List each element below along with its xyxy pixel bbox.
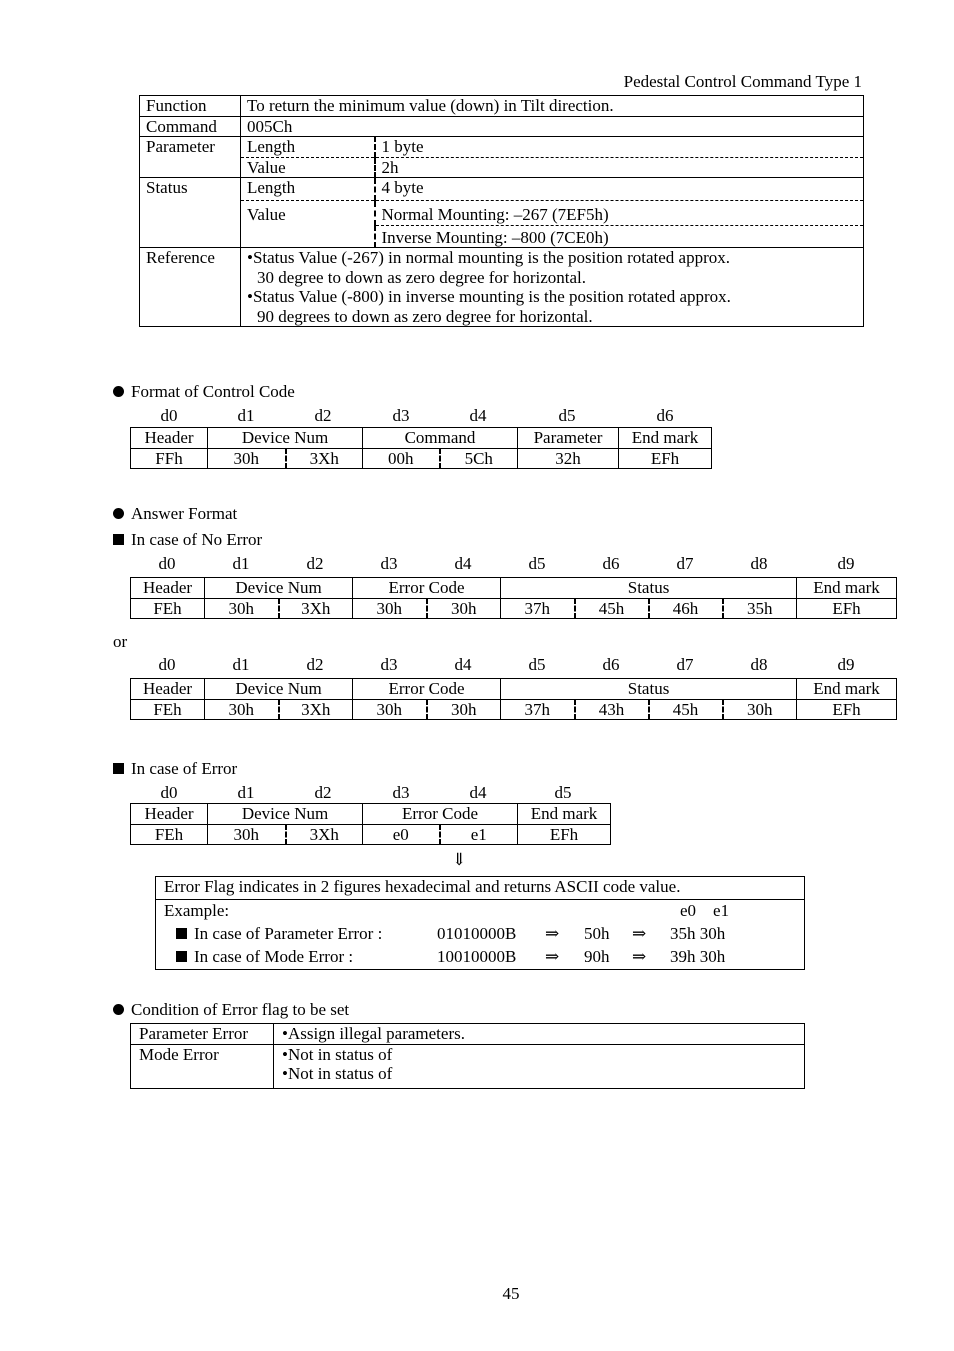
answer-table-1 xyxy=(130,577,897,619)
value-cell: EFh xyxy=(797,699,897,720)
d-label: d4 xyxy=(469,783,487,802)
param-value-label: Value xyxy=(241,157,375,178)
value-cell: EFh xyxy=(518,824,611,845)
example-label: Example: xyxy=(164,901,230,920)
status-value-label: Value xyxy=(241,201,375,248)
d-label: d0 xyxy=(158,554,176,573)
value-cell: 30h xyxy=(208,448,286,469)
header-cell: Status xyxy=(501,578,797,599)
value-cell: 30h xyxy=(353,598,427,619)
condition-line: •Not in status of xyxy=(282,1044,393,1064)
value-cell: 37h xyxy=(501,598,575,619)
header-cell: Status xyxy=(501,679,797,700)
or-text: or xyxy=(113,632,128,651)
value-cell: FEh xyxy=(131,699,205,720)
d-label: d4 xyxy=(454,554,472,573)
command-text: 005Ch xyxy=(241,116,864,137)
value-cell: 35h xyxy=(723,598,797,619)
page-header-title: Pedestal Control Command Type 1 xyxy=(623,72,862,91)
d-label: d1 xyxy=(237,783,255,802)
header-cell: Header xyxy=(131,578,205,599)
example-ascii: 35h 30h xyxy=(670,924,726,943)
d-label: d3 xyxy=(392,406,410,425)
header-cell: Error Code xyxy=(353,679,501,700)
value-cell: 30h xyxy=(208,824,286,845)
right-arrow-icon: ⇒ xyxy=(545,924,560,943)
example-binary: 01010000B xyxy=(437,924,517,943)
value-cell: 00h xyxy=(363,448,440,469)
value-cell: 37h xyxy=(501,699,575,720)
d-label: d8 xyxy=(750,655,768,674)
answer-format-title: Answer Format xyxy=(113,504,237,524)
d-label: d5 xyxy=(528,655,546,674)
square-bullet-icon xyxy=(113,534,124,545)
value-cell: 30h xyxy=(205,699,279,720)
d-label: d7 xyxy=(676,554,694,573)
square-bullet-icon xyxy=(176,951,187,962)
d-label: d3 xyxy=(380,554,398,573)
d-label: d2 xyxy=(306,554,324,573)
value-cell: 32h xyxy=(518,448,619,469)
d-label: d0 xyxy=(160,783,178,802)
reference-line: •Status Value (-267) in normal mounting is the position rotated approx. xyxy=(247,248,730,268)
value-cell: 46h xyxy=(649,598,723,619)
control-code-title: Format of Control Code xyxy=(113,382,295,402)
example-hex: 50h xyxy=(584,924,610,943)
reference-label: Reference xyxy=(140,248,241,327)
d-label: d6 xyxy=(602,655,620,674)
d-label: d7 xyxy=(676,655,694,674)
value-cell: 30h xyxy=(205,598,279,619)
header-cell: End mark xyxy=(797,679,897,700)
d-label: d4 xyxy=(454,655,472,674)
function-label: Function xyxy=(140,96,241,117)
d-label: d3 xyxy=(380,655,398,674)
d-label: d8 xyxy=(750,554,768,573)
command-label: Command xyxy=(140,116,241,137)
value-cell: e0 xyxy=(363,824,440,845)
d-label: d1 xyxy=(232,655,250,674)
d-label: d1 xyxy=(237,406,255,425)
value-cell: 45h xyxy=(575,598,649,619)
value-cell: 43h xyxy=(575,699,649,720)
d-label: d6 xyxy=(602,554,620,573)
value-cell: 3Xh xyxy=(286,448,363,469)
reference-line: •Status Value (-800) in inverse mounting is the position rotated approx. xyxy=(247,287,731,307)
function-text: To return the minimum value (down) in Tilt direction. xyxy=(241,96,864,117)
header-cell: Device Num xyxy=(205,679,353,700)
d-label: d9 xyxy=(837,554,855,573)
header-cell: End mark xyxy=(518,804,611,825)
d-label: d2 xyxy=(314,783,332,802)
d-label: d0 xyxy=(160,406,178,425)
header-cell: Parameter xyxy=(518,428,619,449)
value-cell: EFh xyxy=(619,448,712,469)
param-length: 1 byte xyxy=(375,137,864,158)
condition-title: Condition of Error flag to be set xyxy=(113,1000,349,1020)
status-value-inverse: Inverse Mounting: –800 (7CE0h) xyxy=(375,225,864,248)
value-cell: 30h xyxy=(427,598,501,619)
square-bullet-icon xyxy=(176,928,187,939)
bullet-icon xyxy=(113,1004,124,1015)
condition-label: Parameter Error xyxy=(131,1024,274,1045)
bullet-icon xyxy=(113,508,124,519)
header-cell: Header xyxy=(131,679,205,700)
spec-table xyxy=(139,95,864,327)
example-hex: 90h xyxy=(584,947,610,966)
header-cell: Device Num xyxy=(208,804,363,825)
down-arrow-icon: ⇓ xyxy=(452,850,467,869)
example-ascii: 39h 30h xyxy=(670,947,726,966)
example-row: In case of Parameter Error : xyxy=(176,924,382,944)
header-cell: End mark xyxy=(619,428,712,449)
param-length-label: Length xyxy=(241,137,375,158)
reference-text xyxy=(241,248,864,327)
error-flag-text: Error Flag indicates in 2 figures hexadecimal and returns ASCII code value. xyxy=(156,877,804,900)
d-label: d5 xyxy=(554,783,572,802)
right-arrow-icon: ⇒ xyxy=(545,947,560,966)
status-length-label: Length xyxy=(241,178,375,201)
value-cell: FEh xyxy=(131,598,205,619)
d-label: d4 xyxy=(469,406,487,425)
page-number: 45 xyxy=(502,1284,520,1303)
status-length: 4 byte xyxy=(375,178,864,201)
condition-table xyxy=(130,1023,805,1089)
square-bullet-icon xyxy=(113,763,124,774)
answer-table-2 xyxy=(130,678,897,720)
error-flag-box xyxy=(155,876,805,970)
header-cell: End mark xyxy=(797,578,897,599)
value-cell: 30h xyxy=(353,699,427,720)
header-cell: Command xyxy=(363,428,518,449)
value-cell: 3Xh xyxy=(279,598,353,619)
value-cell: 5Ch xyxy=(440,448,518,469)
value-cell: 45h xyxy=(649,699,723,720)
example-row: In case of Mode Error : xyxy=(176,947,353,967)
condition-cell xyxy=(274,1044,805,1088)
d-label: d2 xyxy=(306,655,324,674)
value-cell: 30h xyxy=(723,699,797,720)
value-cell: 3Xh xyxy=(279,699,353,720)
value-cell: e1 xyxy=(440,824,518,845)
reference-line: 90 degrees to down as zero degree for horizontal. xyxy=(257,306,593,326)
d-label: d6 xyxy=(656,406,674,425)
d-label: d0 xyxy=(158,655,176,674)
d-label: d9 xyxy=(837,655,855,674)
d-label: d5 xyxy=(558,406,576,425)
value-cell: EFh xyxy=(797,598,897,619)
d-label: d3 xyxy=(392,783,410,802)
condition-line: •Assign illegal parameters. xyxy=(274,1024,805,1045)
status-value-normal: Normal Mounting: –267 (7EF5h) xyxy=(375,201,864,226)
value-cell: 3Xh xyxy=(286,824,363,845)
param-value: 2h xyxy=(375,157,864,178)
header-cell: Header xyxy=(131,428,208,449)
right-arrow-icon: ⇒ xyxy=(632,947,647,966)
header-cell: Error Code xyxy=(363,804,518,825)
header-cell: Error Code xyxy=(353,578,501,599)
value-cell: 30h xyxy=(427,699,501,720)
error-case-title: In case of Error xyxy=(113,759,237,779)
parameter-label: Parameter xyxy=(140,137,241,178)
bullet-icon xyxy=(113,386,124,397)
d-label: d5 xyxy=(528,554,546,573)
error-table xyxy=(130,803,611,845)
example-binary: 10010000B xyxy=(437,947,517,966)
right-arrow-icon: ⇒ xyxy=(632,924,647,943)
header-cell: Device Num xyxy=(205,578,353,599)
status-label: Status xyxy=(140,178,241,248)
condition-line: •Not in status of xyxy=(282,1064,393,1084)
value-cell: FEh xyxy=(131,824,208,845)
header-cell: Header xyxy=(131,804,208,825)
value-cell: FFh xyxy=(131,448,208,469)
d-label: d1 xyxy=(232,554,250,573)
control-code-table xyxy=(130,427,712,469)
d-label: d2 xyxy=(314,406,332,425)
condition-label: Mode Error xyxy=(131,1044,274,1088)
no-error-title: In case of No Error xyxy=(113,530,262,550)
reference-line: 30 degree to down as zero degree for horizontal. xyxy=(257,267,587,287)
header-cell: Device Num xyxy=(208,428,363,449)
e-labels: e0 e1 xyxy=(680,901,730,920)
